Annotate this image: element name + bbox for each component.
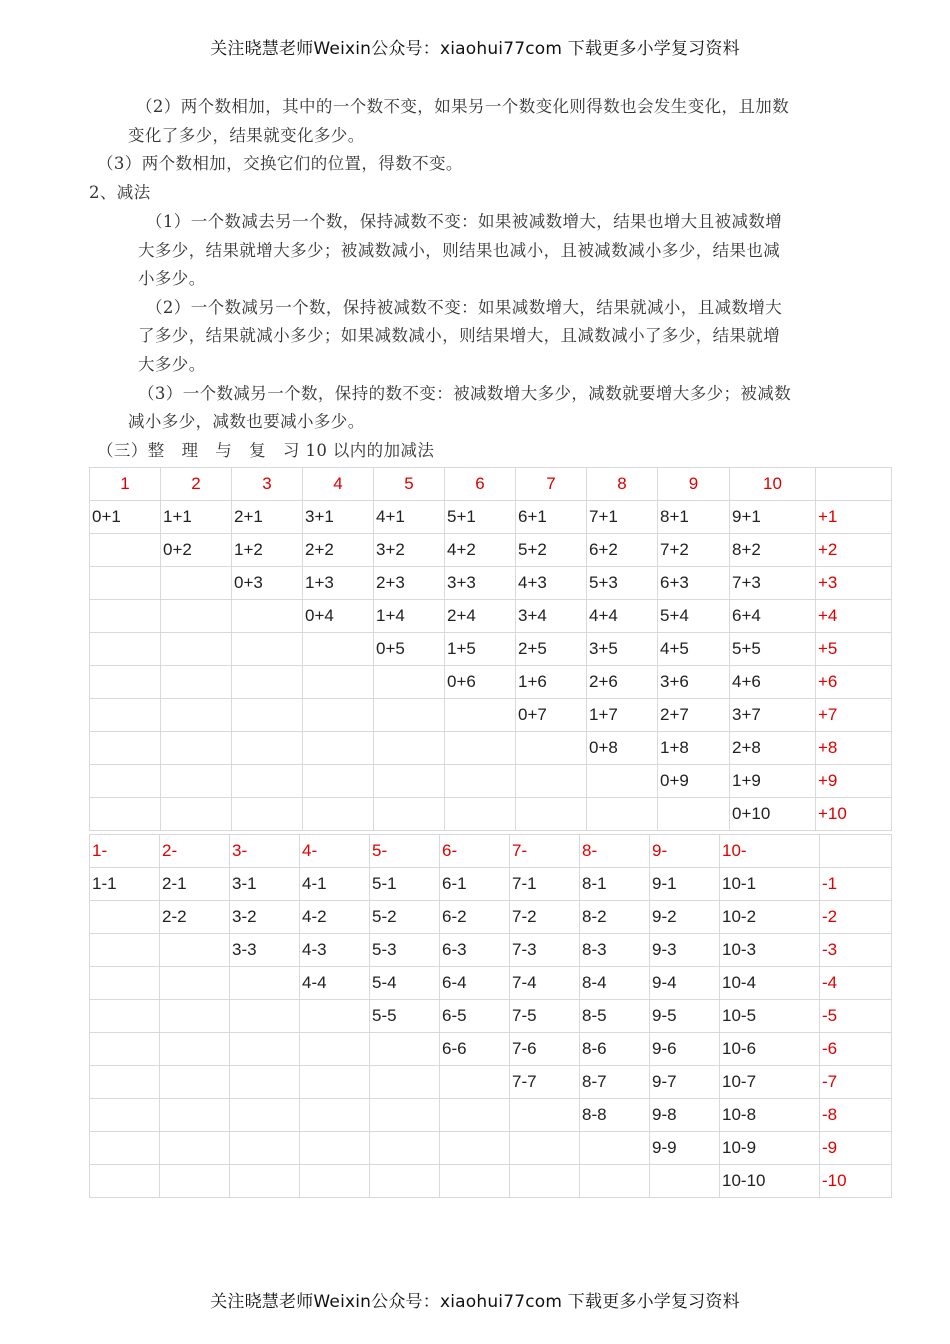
table-row — [90, 633, 892, 666]
subtraction-cell: 9-4 — [650, 967, 720, 1000]
subtraction-cell — [90, 967, 160, 1000]
table-row — [90, 765, 892, 798]
addition-cell: 1+2 — [232, 534, 303, 567]
addition-cell: 4+1 — [374, 501, 445, 534]
addition-cell — [303, 732, 374, 765]
subtraction-cell — [230, 1066, 300, 1099]
subtraction-cell — [300, 1165, 370, 1198]
body-line: （1）一个数减去另一个数，保持减数不变：如果被减数增大，结果也增大且被减数增 — [146, 212, 783, 231]
subtraction-cell — [440, 1132, 510, 1165]
addition-cell — [232, 732, 303, 765]
subtraction-cell — [160, 1165, 230, 1198]
addition-cell — [232, 600, 303, 633]
subtraction-cell: 6-3 — [440, 934, 510, 967]
subtraction-cell: 10-5 — [720, 1000, 820, 1033]
addition-cell: 4+4 — [587, 600, 658, 633]
subtraction-cell: 6-2 — [440, 901, 510, 934]
subtraction-row-label: -5 — [820, 1000, 892, 1033]
subtraction-cell: 6-5 — [440, 1000, 510, 1033]
subtraction-cell: 7-3 — [510, 934, 580, 967]
addition-cell: 0+10 — [730, 798, 816, 831]
addition-header-cell: 5 — [374, 468, 445, 501]
subtraction-cell — [440, 1066, 510, 1099]
subtraction-cell: 5-2 — [370, 901, 440, 934]
addition-cell — [445, 732, 516, 765]
addition-cell: 3+6 — [658, 666, 730, 699]
addition-cell — [90, 765, 161, 798]
addition-cell — [587, 765, 658, 798]
subtraction-cell — [90, 1066, 160, 1099]
subtraction-cell: 7-2 — [510, 901, 580, 934]
subtraction-cell: 10-10 — [720, 1165, 820, 1198]
table-row — [90, 1132, 892, 1165]
section-heading-subtraction: 2、减法 — [89, 183, 151, 202]
body-line: （2）两个数相加，其中的一个数不变，如果另一个数变化则得数也会发生变化，且加数 — [136, 97, 790, 116]
table-row — [90, 699, 892, 732]
addition-cell: 5+2 — [516, 534, 587, 567]
subtraction-cell: 9-7 — [650, 1066, 720, 1099]
subtraction-cell — [90, 1000, 160, 1033]
subtraction-cell — [230, 1000, 300, 1033]
addition-row-label: +7 — [816, 699, 892, 732]
subtraction-cell: 10-2 — [720, 901, 820, 934]
addition-header-cell: 4 — [303, 468, 374, 501]
subtraction-header-cell: 5- — [370, 835, 440, 868]
addition-cell: 1+5 — [445, 633, 516, 666]
addition-cell — [161, 732, 232, 765]
addition-header-cell: 9 — [658, 468, 730, 501]
addition-cell — [90, 534, 161, 567]
subtraction-header-cell: 10- — [720, 835, 820, 868]
addition-header-cell: 10 — [730, 468, 816, 501]
addition-cell: 6+1 — [516, 501, 587, 534]
addition-row-label: +6 — [816, 666, 892, 699]
addition-cell: 6+2 — [587, 534, 658, 567]
addition-header-cell: 8 — [587, 468, 658, 501]
addition-header-cell: 6 — [445, 468, 516, 501]
subtraction-cell: 9-2 — [650, 901, 720, 934]
subtraction-cell: 1-1 — [90, 868, 160, 901]
addition-cell: 7+1 — [587, 501, 658, 534]
subtraction-header-cell — [820, 835, 892, 868]
subtraction-cell — [300, 1099, 370, 1132]
addition-cell: 1+8 — [658, 732, 730, 765]
addition-cell — [374, 666, 445, 699]
subtraction-cell — [160, 1099, 230, 1132]
addition-cell: 3+2 — [374, 534, 445, 567]
addition-cell: 4+2 — [445, 534, 516, 567]
body-line: 了多少，结果就减小多少；如果减数减小，则结果增大，且减数减小了多少，结果就增 — [138, 326, 781, 345]
subtraction-cell: 3-3 — [230, 934, 300, 967]
addition-header-cell: 3 — [232, 468, 303, 501]
subtraction-cell: 8-5 — [580, 1000, 650, 1033]
addition-row-label: +9 — [816, 765, 892, 798]
subtraction-cell — [230, 1132, 300, 1165]
addition-cell: 4+3 — [516, 567, 587, 600]
addition-cell — [161, 666, 232, 699]
addition-cell — [90, 798, 161, 831]
subtraction-cell: 6-1 — [440, 868, 510, 901]
subtraction-cell: 3-1 — [230, 868, 300, 901]
addition-row-label: +10 — [816, 798, 892, 831]
addition-row-label: +2 — [816, 534, 892, 567]
subtraction-cell — [90, 1165, 160, 1198]
addition-cell — [161, 765, 232, 798]
table-row — [90, 1165, 892, 1198]
subtraction-cell — [160, 967, 230, 1000]
subtraction-header-cell: 1- — [90, 835, 160, 868]
addition-cell — [90, 699, 161, 732]
subtraction-row-label: -4 — [820, 967, 892, 1000]
addition-cell — [374, 699, 445, 732]
addition-cell — [587, 798, 658, 831]
subtraction-cell: 5-1 — [370, 868, 440, 901]
subtraction-cell — [300, 1033, 370, 1066]
subtraction-cell: 9-6 — [650, 1033, 720, 1066]
subtraction-cell — [510, 1132, 580, 1165]
table-row — [90, 501, 892, 534]
subtraction-cell: 7-7 — [510, 1066, 580, 1099]
subtraction-row-label: -8 — [820, 1099, 892, 1132]
subtraction-cell: 8-6 — [580, 1033, 650, 1066]
addition-cell: 0+8 — [587, 732, 658, 765]
addition-table — [89, 467, 892, 831]
subtraction-header-cell: 6- — [440, 835, 510, 868]
addition-cell — [161, 798, 232, 831]
addition-cell: 5+1 — [445, 501, 516, 534]
subtraction-cell — [160, 1033, 230, 1066]
addition-cell — [374, 732, 445, 765]
addition-header-cell: 1 — [90, 468, 161, 501]
addition-cell — [516, 732, 587, 765]
addition-cell: 0+3 — [232, 567, 303, 600]
addition-row-label: +1 — [816, 501, 892, 534]
subtraction-cell: 9-8 — [650, 1099, 720, 1132]
subtraction-cell: 7-1 — [510, 868, 580, 901]
subtraction-cell: 8-7 — [580, 1066, 650, 1099]
subtraction-cell — [90, 1033, 160, 1066]
addition-cell: 3+3 — [445, 567, 516, 600]
subtraction-cell — [580, 1132, 650, 1165]
addition-cell — [445, 699, 516, 732]
addition-header-row — [90, 468, 892, 501]
subtraction-cell — [370, 1099, 440, 1132]
subtraction-cell: 10-3 — [720, 934, 820, 967]
subtraction-cell — [440, 1165, 510, 1198]
page-footer: 关注晓慧老师Weixin公众号：xiaohui77com 下载更多小学复习资料 — [210, 1292, 740, 1312]
addition-cell: 4+6 — [730, 666, 816, 699]
addition-cell: 1+9 — [730, 765, 816, 798]
addition-cell: 0+9 — [658, 765, 730, 798]
subtraction-header-cell: 3- — [230, 835, 300, 868]
subtraction-cell — [370, 1132, 440, 1165]
addition-cell — [161, 567, 232, 600]
table-row — [90, 901, 892, 934]
addition-header-cell — [816, 468, 892, 501]
addition-cell: 2+2 — [303, 534, 374, 567]
table-row — [90, 967, 892, 1000]
addition-row-label: +3 — [816, 567, 892, 600]
subtraction-cell — [160, 1066, 230, 1099]
addition-cell: 2+7 — [658, 699, 730, 732]
subtraction-header-row — [90, 835, 892, 868]
subtraction-cell: 7-5 — [510, 1000, 580, 1033]
subtraction-cell — [370, 1033, 440, 1066]
addition-cell — [232, 765, 303, 798]
subtraction-cell: 9-3 — [650, 934, 720, 967]
subtraction-row-label: -10 — [820, 1165, 892, 1198]
addition-cell: 4+5 — [658, 633, 730, 666]
subtraction-cell: 4-4 — [300, 967, 370, 1000]
addition-cell — [303, 765, 374, 798]
subtraction-cell: 8-2 — [580, 901, 650, 934]
subtraction-cell: 9-1 — [650, 868, 720, 901]
addition-header-cell: 2 — [161, 468, 232, 501]
addition-cell — [658, 798, 730, 831]
table-row — [90, 534, 892, 567]
addition-cell — [90, 666, 161, 699]
subtraction-cell: 10-1 — [720, 868, 820, 901]
subtraction-cell — [650, 1165, 720, 1198]
subtraction-header-cell: 2- — [160, 835, 230, 868]
subtraction-header-cell: 4- — [300, 835, 370, 868]
subtraction-row-label: -2 — [820, 901, 892, 934]
addition-cell: 3+4 — [516, 600, 587, 633]
subtraction-cell: 2-2 — [160, 901, 230, 934]
subtraction-cell — [370, 1066, 440, 1099]
addition-cell: 1+7 — [587, 699, 658, 732]
subtraction-cell: 10-9 — [720, 1132, 820, 1165]
subtraction-cell: 3-2 — [230, 901, 300, 934]
addition-cell: 3+7 — [730, 699, 816, 732]
subtraction-cell — [300, 1000, 370, 1033]
subtraction-cell: 4-3 — [300, 934, 370, 967]
subtraction-cell — [230, 1165, 300, 1198]
addition-cell: 8+2 — [730, 534, 816, 567]
subtraction-cell — [440, 1099, 510, 1132]
subtraction-cell — [230, 1099, 300, 1132]
body-line: 减小多少，减数也要减小多少。 — [128, 412, 365, 431]
table-row — [90, 1033, 892, 1066]
addition-cell — [303, 699, 374, 732]
addition-cell — [161, 633, 232, 666]
subtraction-cell — [510, 1099, 580, 1132]
addition-cell: 5+3 — [587, 567, 658, 600]
addition-cell — [161, 600, 232, 633]
subtraction-cell — [580, 1165, 650, 1198]
addition-cell — [161, 699, 232, 732]
subtraction-header-cell: 9- — [650, 835, 720, 868]
table-row — [90, 732, 892, 765]
addition-cell — [303, 633, 374, 666]
addition-cell: 1+4 — [374, 600, 445, 633]
subtraction-cell: 9-9 — [650, 1132, 720, 1165]
subtraction-cell — [300, 1066, 370, 1099]
addition-header-cell: 7 — [516, 468, 587, 501]
body-line: （3）一个数减另一个数，保持的数不变：被减数增大多少，减数就要增大多少；被减数 — [138, 384, 792, 403]
addition-cell: 1+6 — [516, 666, 587, 699]
subtraction-cell — [160, 1132, 230, 1165]
table-row — [90, 868, 892, 901]
body-line: （3）两个数相加，交换它们的位置，得数不变。 — [97, 154, 463, 173]
addition-cell — [374, 798, 445, 831]
subtraction-cell: 6-4 — [440, 967, 510, 1000]
addition-cell: 2+8 — [730, 732, 816, 765]
subtraction-row-label: -1 — [820, 868, 892, 901]
addition-cell: 2+5 — [516, 633, 587, 666]
table-row — [90, 1099, 892, 1132]
addition-cell: 3+5 — [587, 633, 658, 666]
subtraction-cell: 6-6 — [440, 1033, 510, 1066]
addition-cell — [90, 600, 161, 633]
addition-cell: 8+1 — [658, 501, 730, 534]
subtraction-header-cell: 8- — [580, 835, 650, 868]
body-line: 小多少。 — [138, 269, 206, 288]
subtraction-cell: 4-2 — [300, 901, 370, 934]
addition-cell: 2+4 — [445, 600, 516, 633]
addition-cell: 1+3 — [303, 567, 374, 600]
body-line: 变化了多少，结果就变化多少。 — [128, 126, 365, 145]
subtraction-cell: 7-4 — [510, 967, 580, 1000]
addition-cell — [303, 666, 374, 699]
table-row — [90, 1000, 892, 1033]
subtraction-row-label: -3 — [820, 934, 892, 967]
subtraction-cell: 9-5 — [650, 1000, 720, 1033]
subtraction-cell — [160, 1000, 230, 1033]
addition-cell: 0+2 — [161, 534, 232, 567]
addition-cell: 6+4 — [730, 600, 816, 633]
addition-cell: 5+4 — [658, 600, 730, 633]
subtraction-cell — [90, 1099, 160, 1132]
subtraction-header-cell: 7- — [510, 835, 580, 868]
addition-cell: 9+1 — [730, 501, 816, 534]
subtraction-cell: 5-4 — [370, 967, 440, 1000]
subtraction-cell: 8-3 — [580, 934, 650, 967]
addition-cell: 5+5 — [730, 633, 816, 666]
subtraction-cell — [300, 1132, 370, 1165]
addition-cell: 2+1 — [232, 501, 303, 534]
addition-cell: 6+3 — [658, 567, 730, 600]
body-line: 大多少，结果就增大多少；被减数减小，则结果也减小，且被减数减小多少，结果也减 — [138, 241, 781, 260]
table-row — [90, 798, 892, 831]
body-line: 大多少。 — [138, 355, 206, 374]
subtraction-cell — [510, 1165, 580, 1198]
table-row — [90, 666, 892, 699]
addition-cell — [90, 732, 161, 765]
subtraction-cell: 2-1 — [160, 868, 230, 901]
subtraction-cell: 10-8 — [720, 1099, 820, 1132]
addition-row-label: +5 — [816, 633, 892, 666]
subtraction-cell: 8-4 — [580, 967, 650, 1000]
addition-cell — [232, 798, 303, 831]
table-row — [90, 934, 892, 967]
subtraction-cell — [90, 901, 160, 934]
addition-cell: 0+6 — [445, 666, 516, 699]
subtraction-cell: 10-6 — [720, 1033, 820, 1066]
addition-row-label: +8 — [816, 732, 892, 765]
addition-cell — [232, 633, 303, 666]
section-heading-review: （三）整 理 与 复 习 10 以内的加减法 — [97, 441, 435, 460]
subtraction-cell: 4-1 — [300, 868, 370, 901]
addition-cell: 0+7 — [516, 699, 587, 732]
addition-cell: 2+3 — [374, 567, 445, 600]
table-row — [90, 600, 892, 633]
addition-cell — [516, 765, 587, 798]
addition-cell: 1+1 — [161, 501, 232, 534]
subtraction-row-label: -7 — [820, 1066, 892, 1099]
subtraction-cell — [230, 1033, 300, 1066]
addition-cell — [303, 798, 374, 831]
subtraction-cell — [370, 1165, 440, 1198]
subtraction-cell: 8-1 — [580, 868, 650, 901]
addition-cell — [445, 765, 516, 798]
body-line: （2）一个数减另一个数，保持被减数不变：如果减数增大，结果就减小，且减数增大 — [146, 298, 783, 317]
subtraction-cell — [90, 1132, 160, 1165]
addition-cell: 7+3 — [730, 567, 816, 600]
addition-cell — [516, 798, 587, 831]
addition-cell: 7+2 — [658, 534, 730, 567]
subtraction-cell: 7-6 — [510, 1033, 580, 1066]
subtraction-cell: 8-8 — [580, 1099, 650, 1132]
addition-cell: 0+4 — [303, 600, 374, 633]
addition-cell — [445, 798, 516, 831]
addition-cell: 3+1 — [303, 501, 374, 534]
subtraction-row-label: -9 — [820, 1132, 892, 1165]
subtraction-cell — [90, 934, 160, 967]
addition-cell — [90, 567, 161, 600]
page-header: 关注晓慧老师Weixin公众号：xiaohui77com 下载更多小学复习资料 — [210, 39, 740, 59]
addition-cell — [90, 633, 161, 666]
subtraction-cell — [160, 934, 230, 967]
subtraction-cell: 5-5 — [370, 1000, 440, 1033]
addition-cell — [374, 765, 445, 798]
addition-cell — [232, 699, 303, 732]
subtraction-cell: 5-3 — [370, 934, 440, 967]
addition-row-label: +4 — [816, 600, 892, 633]
addition-cell: 0+1 — [90, 501, 161, 534]
subtraction-cell: 10-4 — [720, 967, 820, 1000]
subtraction-cell — [230, 967, 300, 1000]
subtraction-cell: 10-7 — [720, 1066, 820, 1099]
addition-cell: 2+6 — [587, 666, 658, 699]
subtraction-row-label: -6 — [820, 1033, 892, 1066]
addition-cell — [232, 666, 303, 699]
addition-cell: 0+5 — [374, 633, 445, 666]
table-row — [90, 567, 892, 600]
table-row — [90, 1066, 892, 1099]
subtraction-table — [89, 834, 892, 1198]
